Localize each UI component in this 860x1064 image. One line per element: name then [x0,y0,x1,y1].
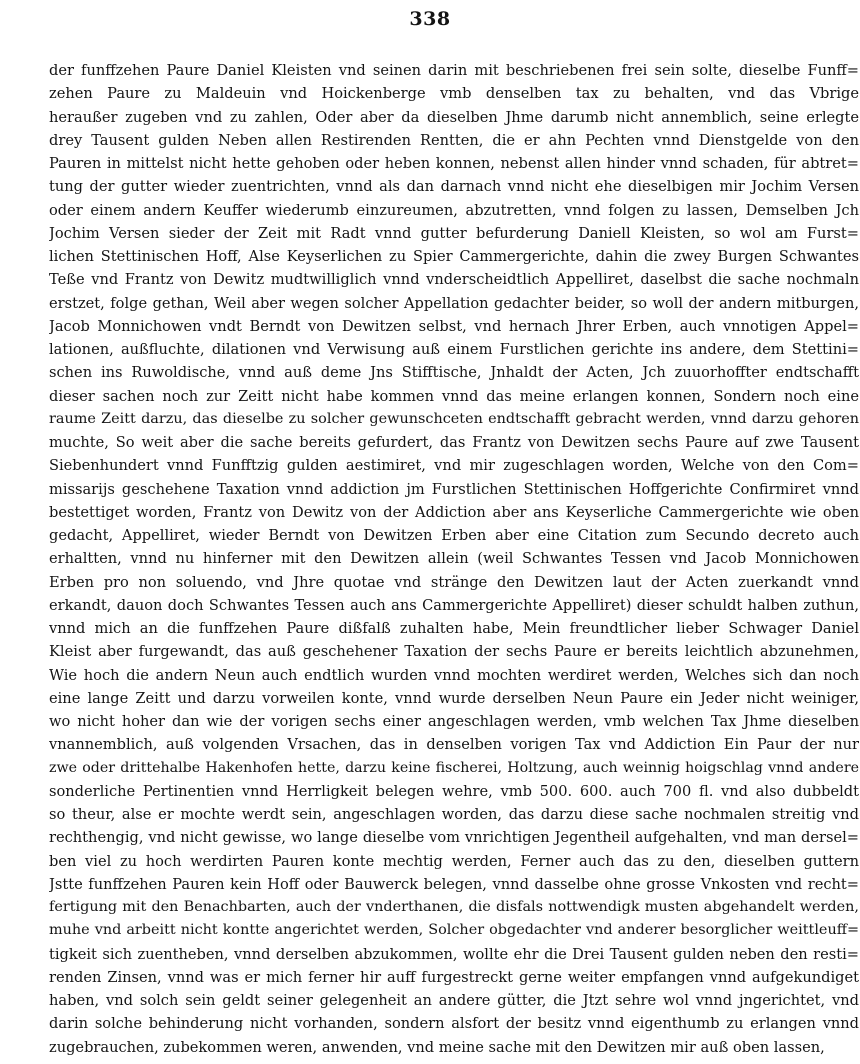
text-line: missarijs geschehene Taxation vnnd addiction jm Furstlichen Stettinischen Hoffgerichte Confirmiret vnnd [49,480,859,498]
text-line: tung der gutter wieder zuentrichten, vnnd als dan darnach vnnd nicht ehe dieselbigen mir Jochim Versen [49,178,859,196]
text-line: Erben pro non soluendo, vnd Jhre quotae vnd stränge den Dewitzen laut der Acten zuerkandt vnnd [49,573,859,591]
text-line: zehen Paure zu Maldeuin vnd Hoickenberge vmb denselben tax zu behalten, vnd das Vbrige [49,85,859,103]
text-line: dieser sachen noch zur Zeitt nicht habe kommen vnnd das meine erlangen konnen, Sondern noch eine [49,387,859,405]
text-line: vnnd mich an die funffzehen Paure dißfalß zuhalten habe, Mein freundtlicher lieber Schwager Daniel [49,620,859,637]
text-line: drey Tausent gulden Neben allen Restirenden Rentten, die er ahn Pechten vnnd Dienstgelde von den [49,131,859,149]
text-line: Kleist aber furgewandt, das auß geschehener Taxation der sechs Paure er bereits leichtlich abzunehmen, [49,643,859,661]
text-line: raume Zeitt darzu, das dieselbe zu solcher gewunschceten endtschafft gebracht werden, vnnd darzu gehoren [49,410,859,427]
text-line: darin solche behinderung nicht vorhanden, sondern alsfort der besitz vnnd eigenthumb zu erlangen vnnd [49,1015,859,1033]
text-line: Pauren in mittelst nicht hette gehoben oder heben konnen, nebenst allen hinder vnnd schaden, für abtret= [49,155,859,172]
text-line: heraußer zugeben vnd zu zahlen, Oder aber da dieselben Jhme darumb nicht annemblich, seine erlegte [49,108,859,126]
text-line: lationen, außfluchte, dilationen vnd Verwisung auß einem Furstlichen gerichte ins andere, dem Stettini= [49,341,859,358]
text-line: muchte, So weit aber die sache bereits gefurdert, das Frantz von Dewitzen sechs Paure auf zwe Tausent [49,434,859,451]
text-line: renden Zinsen, vnnd was er mich ferner hir auff furgestreckt gerne weiter empfangen vnnd aufgekundiget [49,968,859,986]
text-line: so theur, alse er mochte werdt sein, angeschlagen worden, das darzu diese sache nochmalen streitig vnd [49,806,859,823]
text-line: zwe oder drittehalbe Hakenhofen hette, darzu keine fischerei, Holtzung, auch weinnig hoigschlag vnnd andere [49,759,859,776]
text-line: sonderliche Pertinentien vnnd Herrligkeit belegen wehre, vmb 500. 600. auch 700 fl. vnd also dubbeldt [49,782,859,800]
text-line: Jacob Monnichowen vndt Berndt von Dewitzen selbst, vnd hernach Jhrer Erben, auch vnnotigen Appel= [49,317,859,335]
text-line: erstzet, folge gethan, Weil aber wegen solcher Appellation gedachter beider, so woll der andern mitburgen, [49,294,859,312]
text-line: oder einem andern Keuffer wiederumb einzureumen, abzutretten, vnnd folgen zu lassen, Demselben Jch [49,201,859,219]
text-line: gedacht, Appelliret, wieder Berndt von Dewitzen Erben aber eine Citation zum Secundo decreto auch [49,527,859,544]
text-line: haben, vnd solch sein geldt seiner gelegenheit an andere gütter, die Jtzt sehre wol vnnd jngerichtet, vnd [49,992,859,1009]
text-line: erkandt, dauon doch Schwantes Tessen auch ans Cammergerichte Appelliret) dieser schuldt halben zuthun, [49,596,859,614]
body-text [49,59,859,1059]
text-line: lichen Stettinischen Hoff, Alse Keyserlichen zu Spier Cammergerichte, dahin die zwey Burgen Schwantes [49,248,859,265]
text-line: eine lange Zeitt und darzu vorweilen konte, vnnd wurde derselben Neun Paure ein Jeder nicht weiniger, [49,689,859,707]
text-line: fertigung mit den Benachbarten, auch der vnderthanen, die disfals nottwendigk musten abgehandelt werden, [49,899,859,915]
text-line: erhaltten, vnnd nu hinferner mit den Dewitzen allein (weil Schwantes Tessen vnd Jacob Monnichowen [49,550,859,568]
text-line: vnannemblich, auß volgenden Vrsachen, das in denselben vorigen Tax vnd Addiction Ein Paur der nur [49,736,859,754]
text-line: Teße vnd Frantz von Dewitz mudtwilliglich vnnd vnderscheidtlich Appelliret, daselbst die sache nochmaln [49,271,859,289]
text-line: ben viel zu hoch werdirten Pauren konte mechtig werden, Ferner auch das zu den, dieselben guttern [49,852,859,870]
text-line: wo nicht hoher dan wie der vorigen sechs einer angeschlagen werden, vmb welchen Tax Jhme dieselben [49,713,859,730]
text-line: schen ins Ruwoldische, vnnd auß deme Jns Stifftische, Jnhaldt der Acten, Jch zuuorhoffter endtschafft [49,364,859,382]
text-line: Jstte funffzehen Pauren kein Hoff oder Bauwerck belegen, vnnd dasselbe ohne grosse Vnkosten vnd recht= [49,875,859,893]
text-line: tigkeit sich zuentheben, vnnd derselben abzukommen, wollte ehr die Drei Tausent gulden neben den resti= [49,945,859,963]
page-number: 338 [409,8,451,30]
text-line: der funffzehen Paure Daniel Kleisten vnd seinen darin mit beschriebenen frei sein solte, dieselbe Funff= [49,62,859,79]
text-line: Jochim Versen sieder der Zeit mit Radt vnnd gutter befurderung Daniell Kleisten, so wol am Furst= [49,224,859,242]
text-line: Siebenhundert vnnd Funfftzig gulden aestimiret, vnd mir zugeschlagen worden, Welche von den Com= [49,457,859,475]
text-line: muhe vnd arbeitt nicht kontte angerichtet werden, Solcher obgedachter vnd anderer besorglicher weittleuff= [49,922,859,939]
text-line: Wie hoch die andern Neun auch endtlich wurden vnnd mochten werdiret werden, Welches sich dan noch [49,666,859,684]
text-line: bestettiget worden, Frantz von Dewitz von der Addiction aber ans Keyserliche Cammergerichte wie oben [49,503,859,521]
text-line: zugebrauchen, zubekommen weren, anwenden, vnd meine sache mit den Dewitzen mir auß oben lassen, [49,1038,825,1056]
text-line: rechthengig, vnd nicht gewisse, wo lange dieselbe vom vnrichtigen Jegentheil aufgehalten, vnd man dersel= [49,829,859,847]
